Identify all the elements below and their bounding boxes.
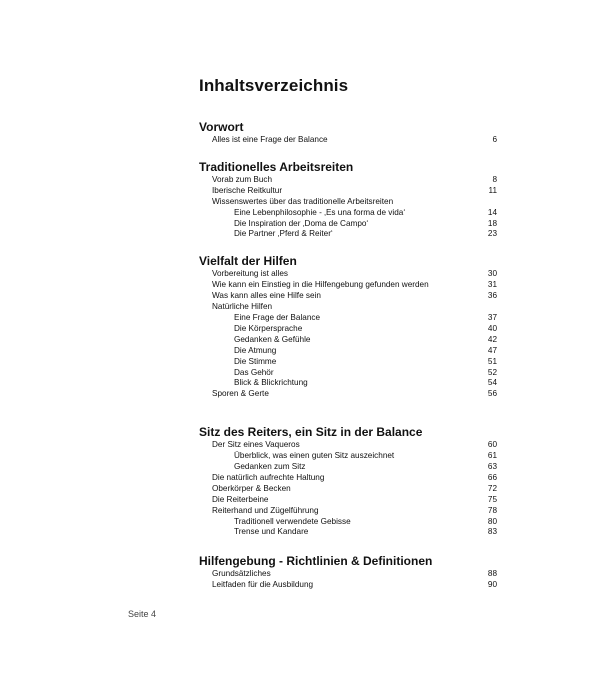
toc-entry-title: Wie kann ein Einstieg in die Hilfengebung gefunden werden <box>212 280 429 290</box>
toc-entry <box>199 313 497 324</box>
toc-entry-page: 80 <box>487 516 497 526</box>
toc-entry-page: 83 <box>487 527 497 537</box>
toc-entry <box>199 291 497 302</box>
toc-entry <box>199 208 497 219</box>
toc-entry <box>199 175 497 186</box>
toc-entry <box>199 229 497 240</box>
section-heading: Vielfalt der Hilfen <box>199 254 297 269</box>
toc-entry-page: 90 <box>487 580 497 590</box>
toc-entry <box>199 135 497 146</box>
toc-section <box>199 554 497 591</box>
toc-entry-title: Der Sitz eines Vaqueros <box>212 440 300 450</box>
toc-entry <box>199 186 497 197</box>
toc-entry-page: 51 <box>487 356 497 366</box>
toc-entry-page: 88 <box>487 569 497 579</box>
toc-entry-page: 54 <box>487 378 497 388</box>
toc-entry-title: Trense und Kandare <box>234 527 309 537</box>
toc-entry-page: 36 <box>487 291 497 301</box>
toc-entry <box>199 484 497 495</box>
toc-entry-page: 47 <box>487 345 497 355</box>
toc-entry <box>199 389 497 400</box>
toc-entry-title: Die Inspiration der ‚Doma de Campo‘ <box>234 218 369 228</box>
toc-entry <box>199 527 497 538</box>
toc-entry-page: 60 <box>487 440 497 450</box>
toc-entry-title: Vorab zum Buch <box>212 174 273 184</box>
toc-entry <box>199 569 497 580</box>
section-heading: Traditionelles Arbeitsreiten <box>199 159 354 174</box>
toc-entry <box>199 473 497 484</box>
toc-entry <box>199 378 497 389</box>
toc-entry-page: 30 <box>487 269 497 279</box>
toc-entry <box>199 219 497 230</box>
section-heading: Sitz des Reiters, ein Sitz in der Balance <box>199 425 423 440</box>
toc-entry <box>199 495 497 506</box>
toc-entry-page: 72 <box>487 483 497 493</box>
page-title: Inhaltsverzeichnis <box>199 76 349 95</box>
toc-entry-title: Eine Lebenphilosophie - ‚Es una forma de vida‘ <box>234 207 406 217</box>
toc-entry-page: 52 <box>487 367 497 377</box>
toc-entry-title: Oberkörper & Becken <box>212 483 291 493</box>
section-heading: Hilfengebung - Richtlinien & Definitionen <box>199 554 433 569</box>
toc-entry-page: 61 <box>487 451 497 461</box>
toc-entry-title: Gedanken zum Sitz <box>234 462 306 472</box>
toc-entry-page: 40 <box>487 323 497 333</box>
toc-entry-page: 66 <box>487 472 497 482</box>
toc-entry-page: 78 <box>487 505 497 515</box>
toc-entry-title: Die Reiterbeine <box>212 494 269 504</box>
toc-section <box>199 425 497 538</box>
toc-entry-title: Wissenswertes über das traditionelle Arbeitsreiten <box>212 196 394 206</box>
toc-entry-title: Die natürlich aufrechte Haltung <box>212 472 325 482</box>
toc-entry-title: Was kann alles eine Hilfe sein <box>212 291 321 301</box>
section-heading: Vorwort <box>199 120 244 134</box>
toc-entry-page: 18 <box>487 218 497 228</box>
toc-entry-title: Eine Frage der Balance <box>234 312 321 322</box>
toc-section <box>199 120 497 146</box>
table-of-contents <box>199 120 497 591</box>
toc-entry-page: 8 <box>492 174 497 184</box>
toc-entry-page: 42 <box>487 334 497 344</box>
toc-entry-page: 75 <box>487 494 497 504</box>
toc-section <box>199 254 497 400</box>
toc-entry-page: 14 <box>487 207 497 217</box>
toc-entry-title: Sporen & Gerte <box>212 389 269 399</box>
toc-entry-title: Leitfaden für die Ausbildung <box>212 580 314 590</box>
toc-entry-title: Gedanken & Gefühle <box>234 334 311 344</box>
toc-entry-page: 31 <box>487 280 497 290</box>
toc-entry <box>199 324 497 335</box>
toc-entry <box>199 357 497 368</box>
toc-entry <box>199 346 497 357</box>
toc-entry-title: Grundsätzliches <box>212 569 271 579</box>
toc-entry-page: 6 <box>492 135 497 144</box>
toc-entry-title: Die Körpersprache <box>234 323 303 333</box>
toc-entry <box>199 580 497 591</box>
toc-entry-page: 56 <box>487 389 497 399</box>
toc-entry-title: Überblick, was einen guten Sitz auszeichnet <box>234 451 395 461</box>
page-number-footer: Seite 4 <box>128 609 157 619</box>
toc-entry-title: Die Atmung <box>234 345 277 355</box>
toc-entry-page: 37 <box>487 312 497 322</box>
toc-entry <box>199 462 497 473</box>
toc-entry <box>199 506 497 517</box>
toc-entry-title: Natürliche Hilfen <box>212 302 273 312</box>
toc-entry <box>199 302 497 313</box>
toc-entry-title: Die Stimme <box>234 356 277 366</box>
toc-entry <box>199 269 497 280</box>
toc-entry-title: Traditionell verwendete Gebisse <box>234 516 351 526</box>
toc-entry <box>199 517 497 528</box>
toc-entry <box>199 440 497 451</box>
toc-entry <box>199 197 497 208</box>
toc-entry-title: Reiterhand und Zügelführung <box>212 505 319 515</box>
toc-entry-page: 63 <box>487 462 497 472</box>
toc-entry-title: Die Partner ‚Pferd & Reiter‘ <box>234 229 333 239</box>
toc-entry <box>199 368 497 379</box>
toc-entry-title: Alles ist eine Frage der Balance <box>212 135 328 144</box>
toc-entry-title: Das Gehör <box>234 367 274 377</box>
toc-entry-title: Vorbereitung ist alles <box>212 269 289 279</box>
toc-entry <box>199 451 497 462</box>
toc-entry-title: Iberische Reitkultur <box>212 185 283 195</box>
toc-entry-title: Blick & Blickrichtung <box>234 378 308 388</box>
toc-entry <box>199 280 497 291</box>
toc-entry-page: 23 <box>487 229 497 239</box>
toc-entry <box>199 335 497 346</box>
toc-entry-page: 11 <box>488 185 497 195</box>
toc-section <box>199 160 497 240</box>
